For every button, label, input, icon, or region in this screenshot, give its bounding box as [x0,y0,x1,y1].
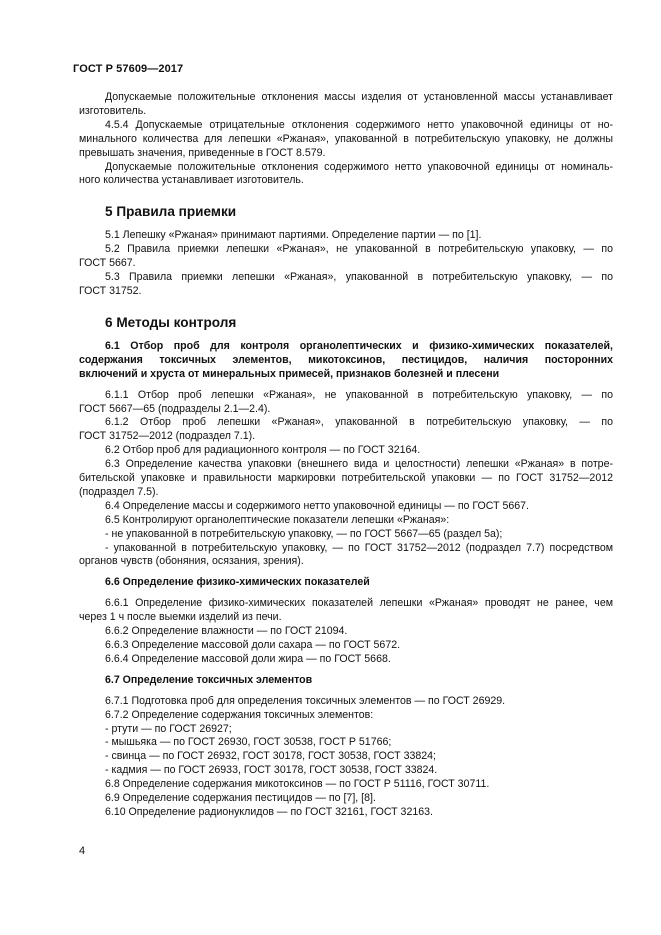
text-line: 6.3 Определение качества упаковки (внешнего вида и целостности) лепешки «Ржаная» в потре- [105,458,613,471]
paragraph [79,750,613,764]
paragraph [79,500,613,514]
text-line: 6.1 Отбор проб для контроля органолептических и физико-химических показателей, [105,339,613,352]
section-heading: 6 Методы контроля [105,314,237,330]
paragraph [79,458,613,500]
text-line: - упакованной в потребительскую упаковку, — по ГОСТ 31752—2012 (подраздел 7.7) посредством [105,541,613,554]
document-header: ГОСТ Р 57609—2017 [73,63,184,75]
paragraph [79,514,613,528]
paragraph [79,723,613,737]
text-line: 4.5.4 Допускаемые отрицательные отклонения содержимого нетто упаковочной единицы от но- [105,118,613,131]
text-line: 6.4 Определение массы и содержимого нетто упаковочной единицы — по ГОСТ 5667. [105,499,530,512]
paragraph [79,792,613,806]
text-line: 6.1.1 Отбор проб лепешки «Ржаная», не упакованной в потребительскую упаковку, — по [105,388,613,401]
text-line: 6.10 Определение радионуклидов — по ГОСТ 32161, ГОСТ 32163. [105,805,433,818]
text-line: 5.2 Правила приемки лепешки «Ржаная», не упакованной в потребительскую упаковку, — по [105,243,613,256]
paragraph [79,806,613,820]
paragraph [79,764,613,778]
page-number: 4 [79,845,86,857]
text-line: 6.1.2 Отбор проб лепешки «Ржаная», упакованной в потребительскую упаковку, — по [105,416,613,429]
text-line: содержания токсичных элементов, микотоксинов, пестицидов, наличия посторонних [79,353,613,366]
text-line: ГОСТ 31752. [79,284,142,297]
subsection-heading [79,340,613,382]
text-line: 6.7.2 Определение содержания токсичных элементов: [105,708,374,721]
paragraph [79,271,613,299]
text-line: 6.6.2 Определение влажности — по ГОСТ 21094. [105,625,348,638]
text-line: - не упакованной в потребительскую упаковку, — по ГОСТ 5667—65 (раздел 5а); [105,527,503,540]
paragraph [79,389,613,417]
text-line: Допускаемые положительные отклонения массы изделия от установленной массы устанавливает [105,91,613,103]
text-line: 6.9 Определение содержания пестицидов — по [7], [8]. [105,792,376,805]
paragraph [79,695,613,709]
text-line: через 1 ч после выемки изделий из печи. [79,611,282,624]
paragraph [79,229,613,243]
text-line: изготовитель. [79,104,147,117]
text-line: 5.3 Правила приемки лепешки «Ржаная», упакованной в потребительскую упаковку, — по [105,271,613,284]
paragraph [79,597,613,625]
text-line: - кадмия — по ГОСТ 26933, ГОСТ 30178, ГОСТ 30538, ГОСТ 33824. [105,764,438,777]
text-line: превышать значения, приведенные в ГОСТ 8.579. [79,146,326,159]
text-line: 6.6.4 Определение массовой доли жира — по ГОСТ 5668. [105,652,391,665]
text-line: ГОСТ 5667—65 (подразделы 2.1—2.4). [79,402,271,415]
text-line: - мышьяка — по ГОСТ 26930, ГОСТ 30538, ГОСТ Р 51766; [105,736,392,749]
paragraph [79,639,613,653]
paragraph [79,736,613,750]
text-line: минального количества для лепешки «Ржаная», упакованной в потребительскую упаковку, не должны [79,132,613,145]
text-line: 6.5 Контролируют органолептические показатели лепешки «Ржаная»: [105,513,450,526]
text-line: 6.7 Определение токсичных элементов [105,673,313,686]
text-line: - ртути — по ГОСТ 26927; [105,722,232,735]
text-line: 6.6 Определение физико-химических показателей [105,576,370,589]
text-line: ГОСТ 5667. [79,257,136,270]
text-line: (подраздел 7.5). [79,485,159,498]
text-line: 6.6.1 Определение физико-химических показателей лепешки «Ржаная» проводят не ранее, чем [105,597,613,610]
paragraph [79,528,613,542]
paragraph [79,91,613,119]
text-line: Допускаемые положительные отклонения содержимого нетто упаковочной единицы от номиналь- [105,160,613,173]
paragraph [79,243,613,271]
text-line: бительской упаковке и правильности маркировки потребительской упаковки — по ГОСТ 31752—2012 [79,472,613,485]
paragraph [79,444,613,458]
text-line: 6.7.1 Подготовка проб для определения токсичных элементов — по ГОСТ 26929. [105,694,506,707]
text-line: ГОСТ 31752—2012 (подраздел 7.1). [79,430,256,443]
text-line: 6.2 Отбор проб для радиационного контроля — по ГОСТ 32164. [105,444,421,457]
text-line: 5.1 Лепешку «Ржаная» принимают партиями. Определение партии — по [1]. [105,229,482,242]
paragraph [79,416,613,444]
subsection-heading [79,674,613,688]
document-body [79,91,613,820]
paragraph [79,778,613,792]
text-line: 6.8 Определение содержания микотоксинов — по ГОСТ Р 51116, ГОСТ 30711. [105,778,490,791]
text-line: органов чувств (обоняния, осязания, зрения). [79,555,304,568]
paragraph [79,709,613,723]
paragraph [79,119,613,161]
section-heading: 5 Правила приемки [105,204,237,220]
paragraph [79,625,613,639]
text-line: - свинца — по ГОСТ 26932, ГОСТ 30178, ГОСТ 30538, ГОСТ 33824; [105,750,436,763]
subsection-heading [79,576,613,590]
paragraph [79,653,613,667]
paragraph [79,542,613,570]
text-line: включений и хруста от минеральных примесей, признаков болезней и плесени [79,367,500,380]
text-line: 6.6.3 Определение массовой доли сахара — по ГОСТ 5672. [105,639,401,651]
text-line: ного количества устанавливает изготовитель. [79,174,304,187]
paragraph [79,161,613,189]
